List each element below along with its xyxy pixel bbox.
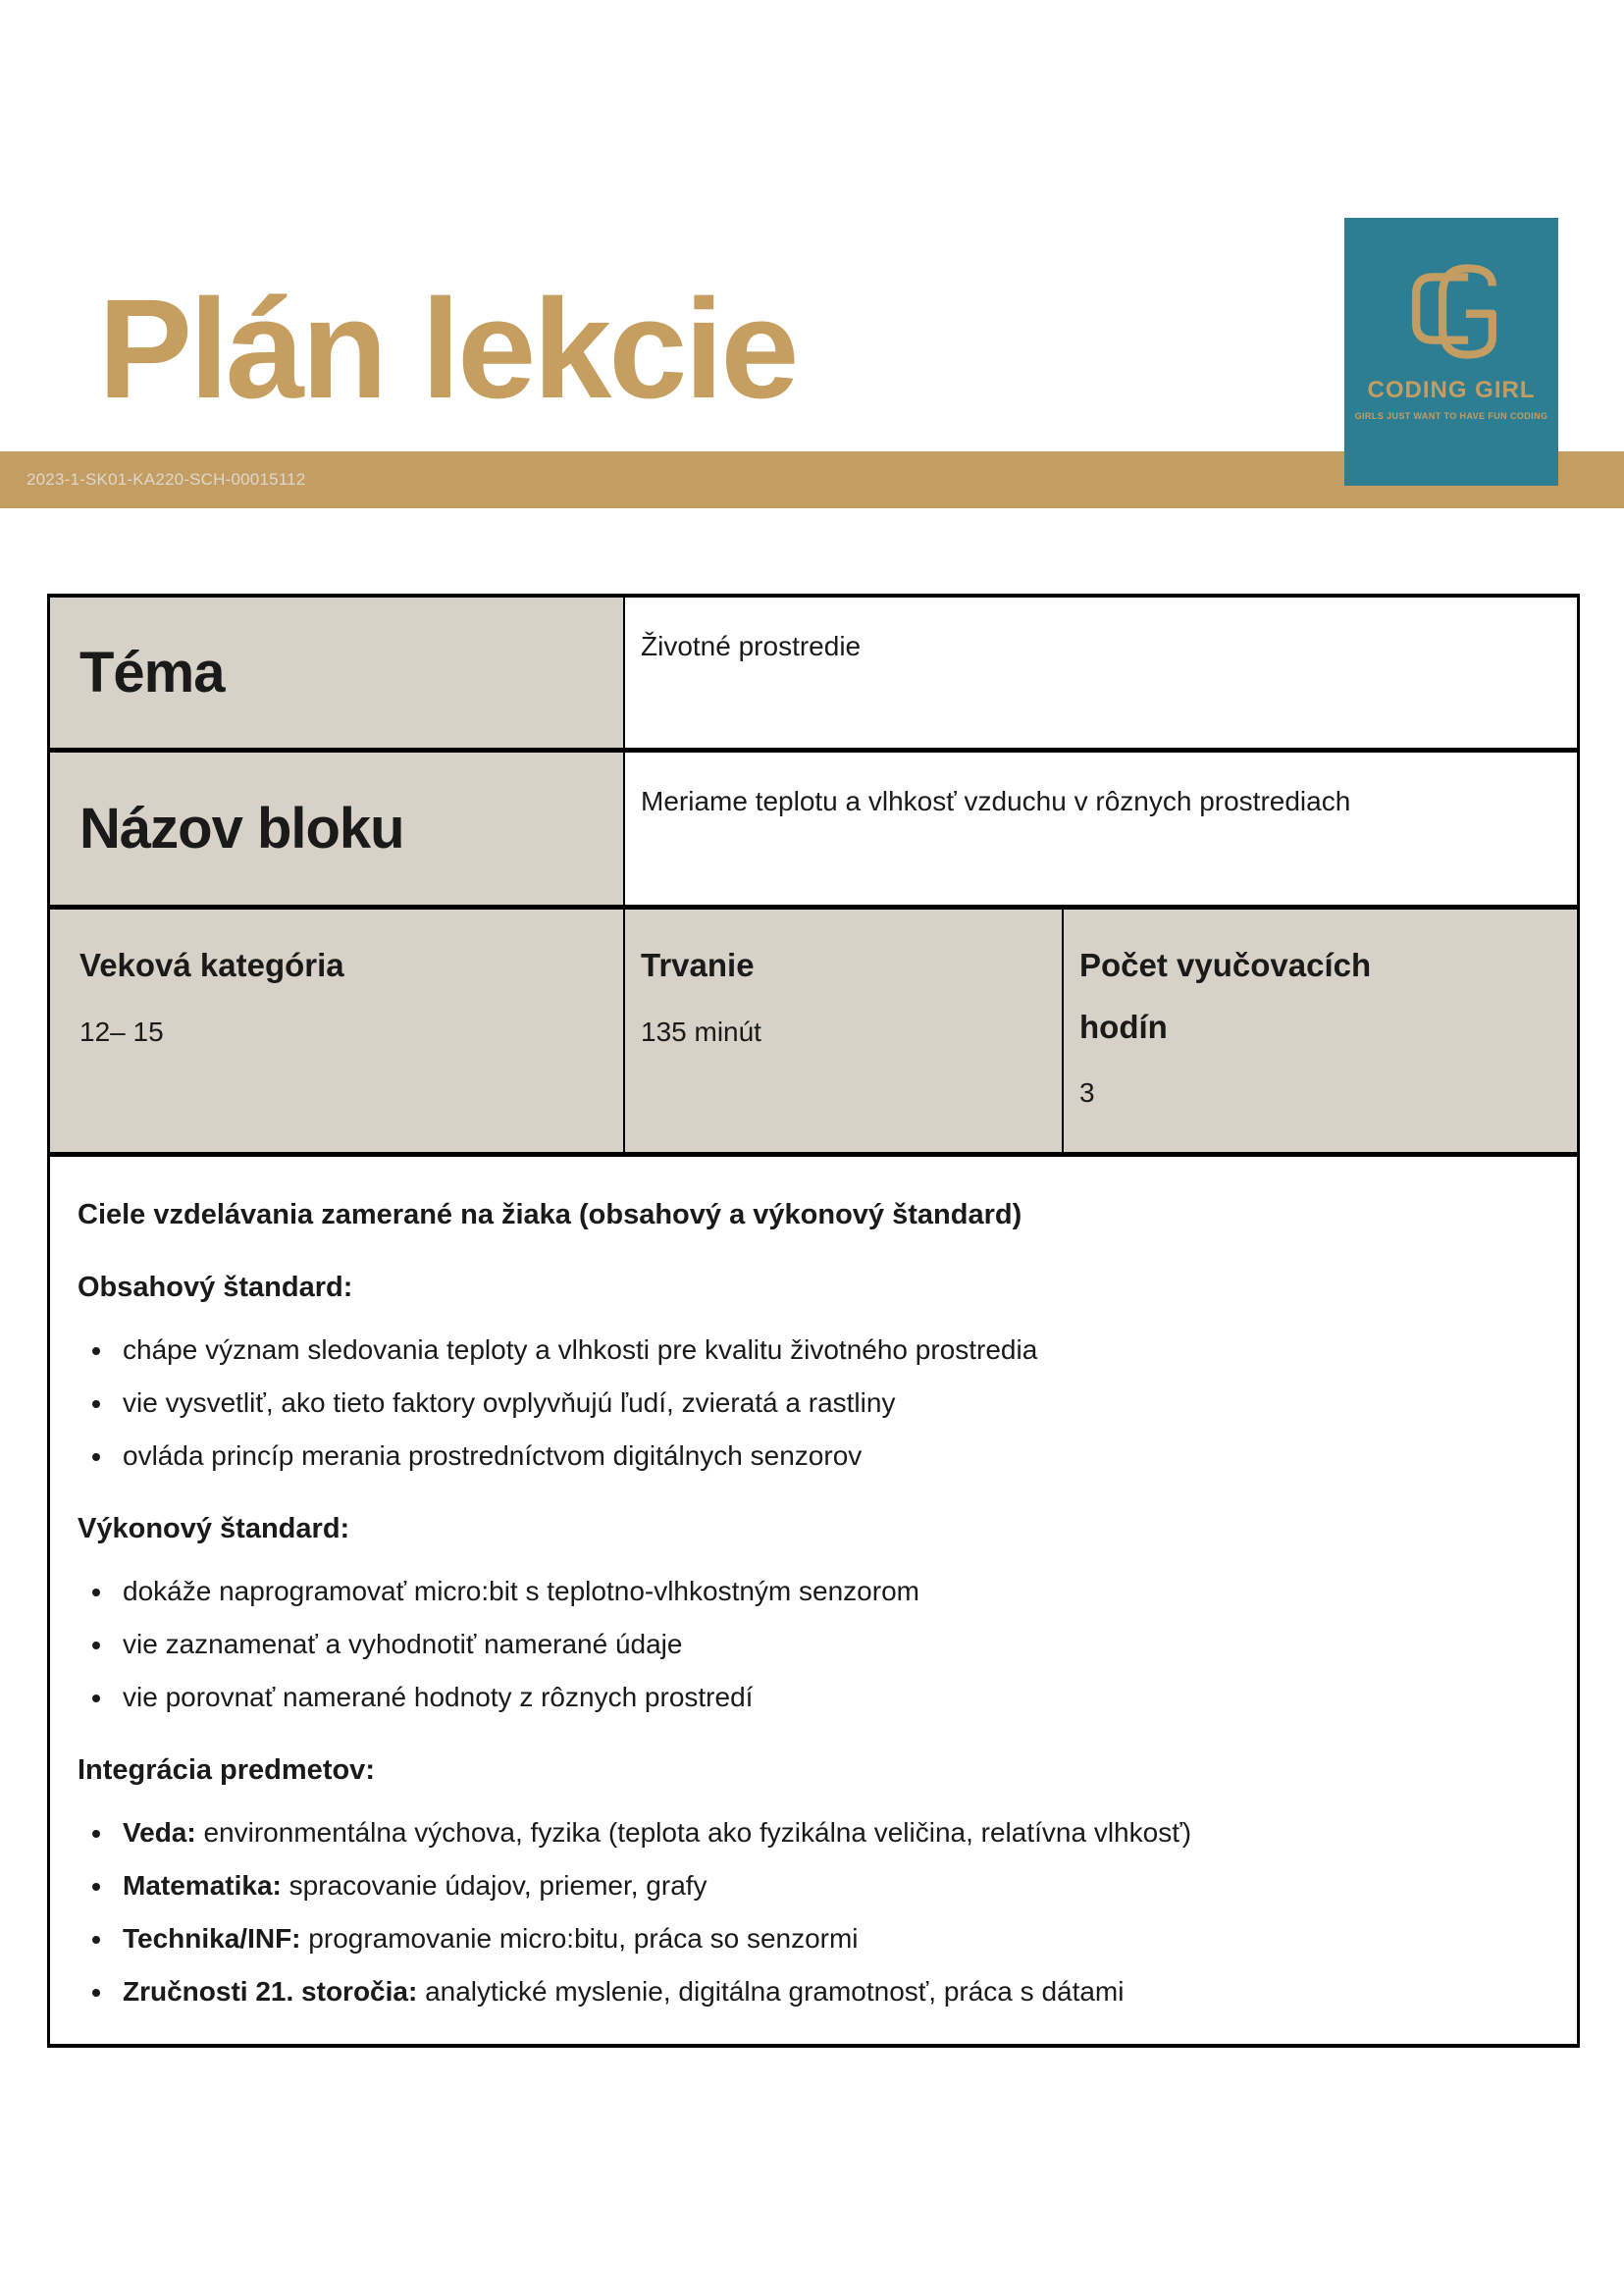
table-row-meta — [50, 910, 1577, 1157]
vekova-kategoria-value: 12– 15 — [79, 1016, 164, 1047]
tema-label-cell — [50, 598, 625, 748]
nazov-label-cell — [50, 753, 625, 905]
vykonovy-standard-list — [78, 1565, 1544, 1724]
bullet-text: analytické myslenie, digitálna gramotnosť, práca s dátami — [425, 1976, 1125, 2007]
list-item — [115, 1806, 1544, 1859]
trvanie-cell — [625, 910, 1064, 1152]
nazov-value-cell — [625, 753, 1577, 905]
pocet-hodin-label: Počet vyučovacích hodín — [1079, 947, 1372, 1045]
trvanie-value: 135 minút — [641, 1016, 761, 1047]
logo-tagline: GIRLS JUST WANT TO HAVE FUN CODING — [1354, 411, 1548, 421]
table-row-nazov-bloku — [50, 753, 1577, 910]
integracia-predmetov-list — [78, 1806, 1544, 2018]
lesson-plan-table — [47, 594, 1580, 2048]
pocet-hodin-cell — [1064, 910, 1577, 1152]
pocet-hodin-value: 3 — [1079, 1077, 1095, 1109]
nazov-value: Meriame teplotu a vlhkosť vzduchu v rôznych prostrediach — [641, 786, 1351, 816]
vekova-kategoria-label: Veková kategória — [79, 947, 344, 983]
tema-value-cell — [625, 598, 1577, 748]
list-item — [115, 1965, 1544, 2018]
integracia-predmetov-title: Integrácia predmetov: — [78, 1754, 375, 1786]
list-item: • dokáže naprogramovať micro:bit s teplotno-vlhkostným senzorom — [115, 1565, 1544, 1618]
goals-cell — [50, 1157, 1577, 2044]
trvanie-label: Trvanie — [641, 947, 755, 983]
bullet-lead: Technika/INF: — [123, 1923, 301, 1954]
list-item: • vie porovnať namerané hodnoty z rôznych prostredí — [115, 1671, 1544, 1724]
tema-value: Životné prostredie — [641, 631, 862, 661]
project-code: 2023-1-SK01-KA220-SCH-00015112 — [26, 470, 306, 489]
bullet-lead: Zručnosti 21. storočia: — [123, 1976, 418, 2007]
cg-monogram-icon — [1396, 247, 1506, 367]
list-item — [115, 1912, 1544, 1965]
obsahovy-standard-title: Obsahový štandard: — [78, 1272, 353, 1303]
tema-label: Téma — [79, 641, 225, 704]
obsahovy-standard-list — [78, 1324, 1544, 1483]
coding-girl-logo — [1344, 218, 1558, 486]
nazov-label: Názov bloku — [79, 797, 404, 861]
bullet-text: programovanie micro:bitu, práca so senzormi — [308, 1923, 859, 1954]
bullet-text: environmentálna výchova, fyzika (teplota ako fyzikálna veličina, relatívna vlhkosť) — [203, 1817, 1192, 1848]
page-title: Plán lekcie — [98, 270, 797, 428]
bullet-lead: Matematika: — [123, 1870, 282, 1901]
goals-heading: Ciele vzdelávania zamerané na žiaka (obsahový a výkonový štandard) — [78, 1199, 1022, 1230]
vykonovy-standard-title: Výkonový štandard: — [78, 1513, 350, 1544]
bullet-text: spracovanie údajov, priemer, grafy — [288, 1870, 707, 1901]
list-item — [115, 1859, 1544, 1912]
list-item: • ovláda princíp merania prostredníctvom digitálnych senzorov — [115, 1430, 1544, 1483]
table-row-tema — [50, 598, 1577, 753]
list-item: • chápe význam sledovania teploty a vlhkosti pre kvalitu životného prostredia — [115, 1324, 1544, 1377]
bullet-lead: Veda: — [123, 1817, 196, 1848]
table-row-goals — [50, 1157, 1577, 2044]
vekova-kategoria-cell — [50, 910, 625, 1152]
logo-name: CODING GIRL — [1367, 377, 1536, 403]
list-item: • vie zaznamenať a vyhodnotiť namerané údaje — [115, 1618, 1544, 1671]
list-item: • vie vysvetliť, ako tieto faktory ovplyvňujú ľudí, zvieratá a rastliny — [115, 1377, 1544, 1430]
